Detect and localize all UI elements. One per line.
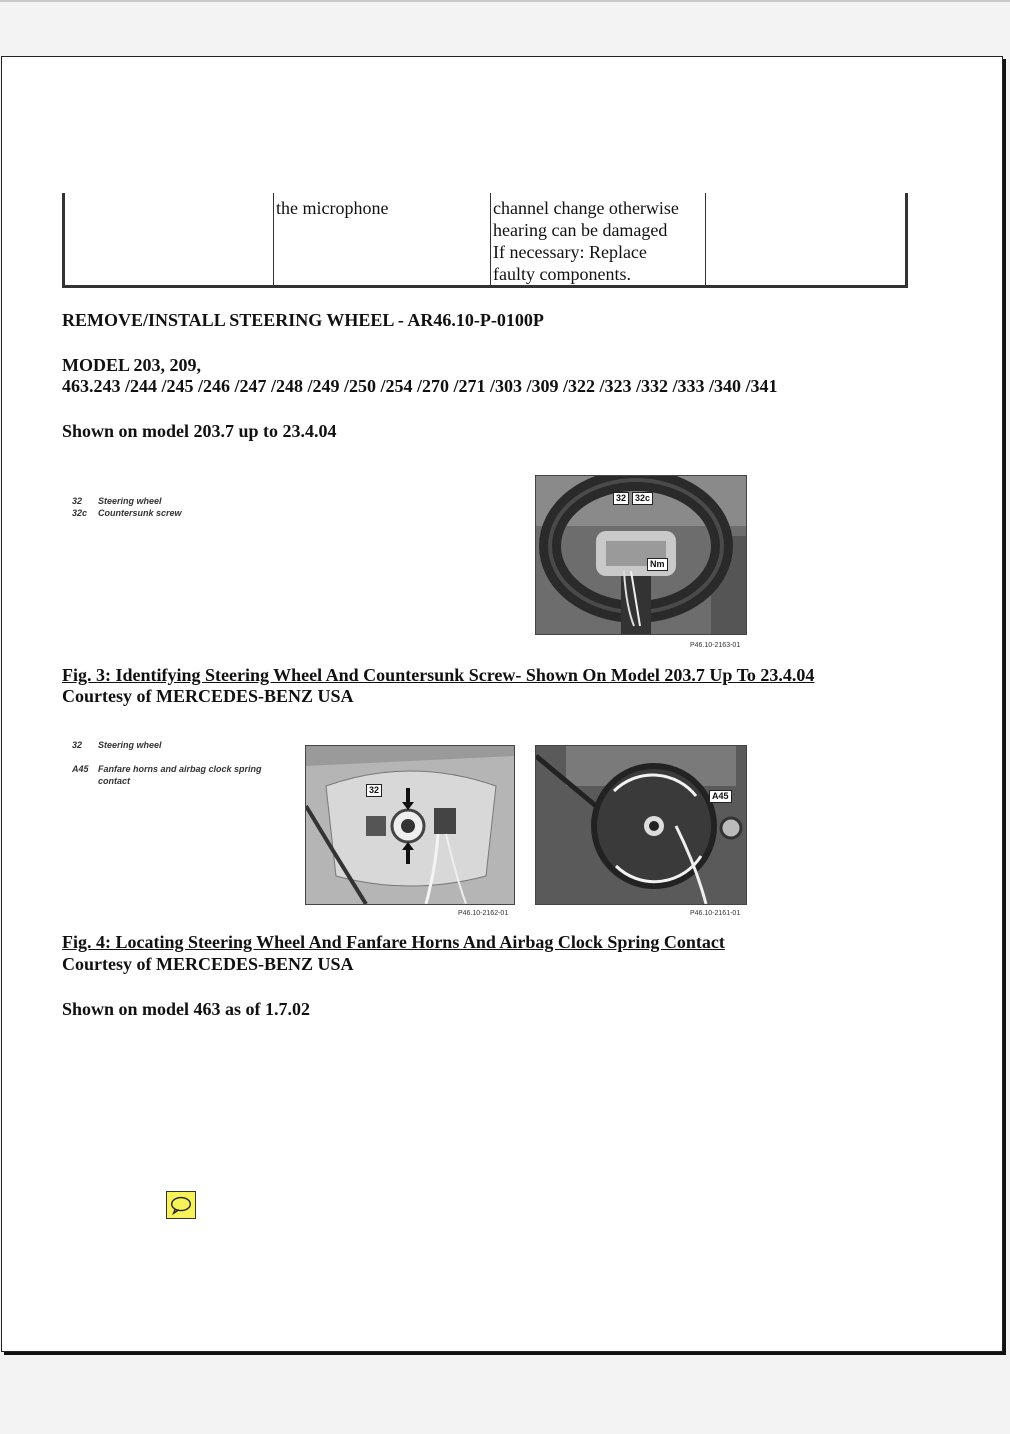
table-cell-line: If necessary: Replace — [493, 242, 647, 262]
steering-wheel-photo — [535, 475, 747, 635]
photo-id: P46.10-2161-01 — [690, 910, 741, 917]
model-line-1: MODEL 203, 209, — [62, 355, 202, 375]
table-cell-line: hearing can be damaged — [493, 220, 668, 240]
steering-hub-photo — [305, 745, 515, 905]
legend-item: 32 Steering wheel — [72, 740, 162, 750]
table-cell-col3 — [493, 197, 679, 285]
table-cell-line: channel change otherwise — [493, 198, 679, 218]
fig4-caption: Fig. 4: Locating Steering Wheel And Fanfare Horns And Airbag Clock Spring Contact — [62, 932, 725, 952]
photo-id: P46.10-2162-01 — [458, 910, 509, 917]
photo-id: P46.10-2163-01 — [690, 642, 741, 649]
model-line-2: 463.243 /244 /245 /246 /247 /248 /249 /250 /254 /270 /271 /303 /309 /322 /323 /332 /333 /340 /341 — [62, 376, 778, 396]
legend-item: 32 Steering wheel — [72, 496, 162, 506]
table-divider — [490, 193, 491, 285]
fig3-legend — [72, 495, 182, 519]
callout-32: 32 — [366, 784, 382, 797]
table-divider — [705, 193, 706, 285]
shown-on-model-1: Shown on model 203.7 up to 23.4.04 — [62, 421, 337, 441]
table-cell-line: faulty components. — [493, 264, 631, 284]
callout-nm: Nm — [647, 558, 668, 571]
table-fragment — [62, 193, 908, 288]
callout-32: 32 — [613, 492, 629, 505]
shown-on-model-2: Shown on model 463 as of 1.7.02 — [62, 999, 311, 1019]
section-title: REMOVE/INSTALL STEERING WHEEL - AR46.10-P-0100P — [62, 310, 544, 330]
top-divider — [0, 0, 1010, 2]
callout-a45: A45 — [709, 790, 732, 803]
callout-32c: 32c — [632, 492, 653, 505]
fig3-courtesy: Courtesy of MERCEDES-BENZ USA — [62, 686, 354, 706]
comment-note-icon[interactable] — [166, 1191, 196, 1219]
document-page — [1, 56, 1003, 1352]
clock-spring-photo — [535, 745, 747, 905]
fig3-caption: Fig. 3: Identifying Steering Wheel And Countersunk Screw- Shown On Model 203.7 Up To 23.4.04 — [62, 665, 815, 685]
fig4-legend — [72, 739, 272, 787]
legend-item: A45 Fanfare horns and airbag clock spring contact — [72, 764, 262, 786]
table-cell-col2: the microphone — [276, 198, 389, 218]
legend-item: 32c Countersunk screw — [72, 508, 182, 518]
table-divider — [273, 193, 274, 285]
fig4-courtesy: Courtesy of MERCEDES-BENZ USA — [62, 954, 354, 974]
